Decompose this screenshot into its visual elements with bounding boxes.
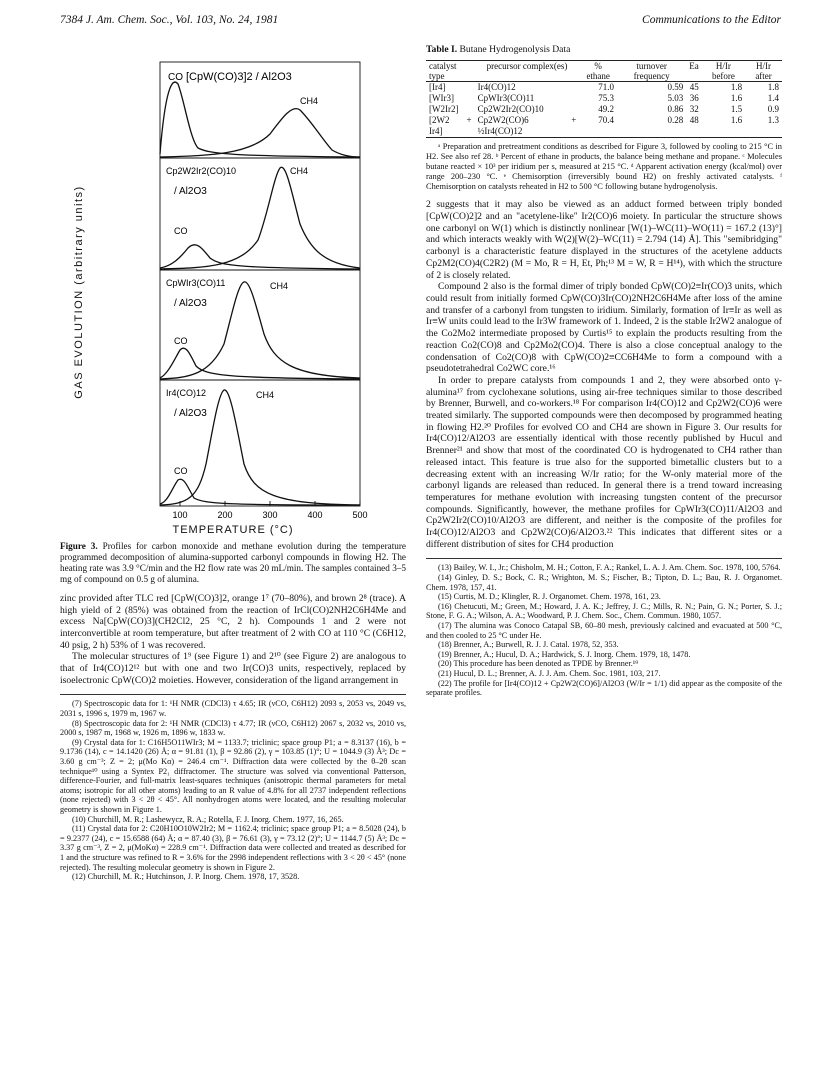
running-header-right: Communications to the Editor (642, 14, 781, 26)
col-hir-after: H/Ir after (755, 60, 772, 82)
panel-cpwir3 (160, 270, 360, 380)
table-row (426, 93, 782, 104)
cell-before: 1.8 (730, 82, 743, 93)
footnote-9: (9) Crystal data for 1: C16H5O11WIr3; M = 1133.7; triclinic; space group P1; a = 8.3137 (16), b = 9.1736 (14), c = 14.1420 (26) Å; α = 91.81 (1), β = 92.86 (2), γ = 103.85 (1)°; U = 1044.9 (3) Å³; Dc = 3.60 g cm⁻³; Z = 2; μ(Mo Kα) = 246.4 cm⁻¹. Diffraction data were collected by the θ–2θ scan technique¹⁰ using a Syntex P2₁ diffractomer. The structure was solved via conventional Patterson, difference-Fourier, and full-matrix least-squares techniques (anisotropic thermal parameters for metal atoms; isotropic for all other atoms) leading to an R value of 4.8% for all 2737 independent reflections (none rejected) with 3 < 2θ < 45°. All nonhydrogen atoms were located, and the resulting molecular geometry is shown in Figure 1. (60, 737, 406, 814)
footnote-11: (11) Crystal data for 2: C20H10O10W2Ir2; M = 1162.4; triclinic; space group P1; a = 8.5028 (24), b = 9.2377 (24), c = 15.6588 (64) Å; α = 87.40 (3), β = 76.61 (3), γ = 73.12 (2)°; U = 1144.7 (5) Å³; Dc = 3.37 g cm⁻³, Z = 2, μ(MoKα) = 228.9 cm⁻¹. Diffraction data were collected and treated as described for 1 and the structure was refined to R = 3.6% for the 2998 independent reflections with 3 < 2θ < 45° (none rejected). The resulting molecular geometry is shown in Figure 2. (60, 824, 406, 872)
footnote-17: (17) The alumina was Conoco Catapal SB, 60–80 mesh, previously calcined and evacuated at 500 °C, and then cooled to 25 °C under He. (426, 621, 782, 640)
footnote-10: (10) Churchill, M. R.; Lashewycz, R. A.; Rotella, F. J. Inorg. Chem. 1977, 16, 265. (72, 814, 344, 824)
cell-ethane: 70.4 (598, 115, 614, 126)
cell-ethane: 71.0 (598, 82, 614, 93)
cell-after: 1.3 (767, 115, 779, 126)
panel-ir4 (160, 380, 360, 506)
panel-2-compound: Cp2W2Ir2(CO)10 (166, 166, 237, 176)
cell-precursor: Ir4(CO)12 (477, 82, 516, 93)
footnote-21: (21) Hucul, D. L.; Brenner, A. J. J. Am. Chem. Soc. 1981, 103, 217. (438, 669, 661, 678)
table-row (426, 104, 782, 115)
table-title-text: Butane Hydrogenolysis Data (459, 44, 571, 55)
col-ethane: % ethane (586, 60, 610, 82)
footnote-14: (14) Ginley, D. S.; Bock, C. R.; Wrighton, M. S.; Fischer, B.; Tipton, D. L.; Bau, R. J. Organomet. Chem. 1978, 157, 41. (426, 573, 782, 592)
x-tick-100: 100 (172, 510, 188, 520)
panel-4-co-curve (160, 479, 360, 505)
col-ea: Ea (689, 60, 699, 71)
col-hir-before: H/Ir before (711, 60, 735, 82)
cell-precursor: Cp2W2(CO)6 + ½Ir4(CO)12 (477, 115, 577, 137)
right-column (426, 44, 782, 698)
x-tick-200: 200 (217, 510, 233, 520)
panel-1-co-label: CO (168, 72, 183, 83)
cell-after: 0.9 (767, 104, 779, 115)
cell-turnover: 0.59 (667, 82, 684, 93)
x-tick-300: 300 (262, 510, 278, 520)
x-tick-400: 400 (307, 510, 323, 520)
cell-ea: 45 (689, 82, 699, 93)
cell-catalyst: [2W2 + Ir4] (429, 115, 472, 137)
footnote-8: (8) Spectroscopic data for 2: ¹H NMR (CDCl3) τ 4.77; IR (νCO, C6H12) 2067 s, 2032 vs, 2010 vs, 2000 s, 1987 m, 1968 w, 1926 m, 1896 w, 1833 w. (60, 718, 406, 738)
footnote-12: (12) Churchill, M. R.; Hutchinson, J. P. Inorg. Chem. 1978, 17, 3528. (72, 872, 300, 882)
cell-ea: 36 (689, 93, 699, 104)
footnote-20: (20) This procedure has been denoted as TPDE by Brenner.¹⁹ (438, 659, 639, 669)
figure-caption (60, 541, 406, 584)
panel-2-support: / Al2O3 (174, 186, 207, 197)
figure-3 (60, 44, 406, 522)
butane-table (426, 60, 782, 139)
panel-2-ch4-label: CH4 (290, 166, 309, 176)
panel-3-support: / Al2O3 (174, 298, 207, 309)
panel-3-co-label: CO (174, 336, 188, 346)
running-header-left: 7384 J. Am. Chem. Soc., Vol. 103, No. 24, 1981 (60, 14, 279, 26)
footnote-22: (22) The profile for [Ir4(CO)12 + Cp2W2(CO)6]/Al2O3 (W/Ir = 1/1) did appear as the composite of the separate profiles. (426, 678, 782, 698)
cell-catalyst: [W2Ir2] (429, 104, 459, 115)
footnote-16: (16) Chetucuti, M.; Green, M.; Howard, J. A. K.; Jeffrey, J. C.; Mills, R. N.; Pain, G. N.; Porter, S. J.; Stone, F. G. A.; Wilson, A. A.; Woodward, P. J. Chem. Soc., Chem. Commun. 1980, 1057. (426, 601, 782, 621)
table-title (426, 44, 782, 56)
x-axis-label: TEMPERATURE (°C) (172, 524, 294, 536)
panel-cp2w2ir2 (160, 158, 360, 270)
cell-ea: 48 (689, 115, 699, 126)
footnote-13: (13) Bailey, W. I., Jr.; Chisholm, M. H.; Cotton, F. A.; Rankel, L. A. J. Am. Chem. Soc. 1978, 100, 5764. (438, 563, 781, 573)
panel-cpwco3-dimer (160, 62, 360, 158)
panel-2-ch4-curve (160, 167, 360, 269)
cell-after: 1.4 (767, 93, 779, 104)
footnote-7: (7) Spectroscopic data for 1: ¹H NMR (CDCl3) τ 4.65; IR (νCO, C6H12) 2093 s, 2053 vs, 2049 vs, 2031 s, 1996 s, 1979 m, 1967 w. (60, 699, 406, 719)
left-footnotes (60, 694, 406, 881)
panel-3-ch4-curve (160, 282, 360, 379)
right-paragraph-1: 2 suggests that it may also be viewed as an adduct formed between triply bonded [CpW(CO)2]2 and an "acetylene-like" Ir2(CO)6 moiety. In particular the structure shows one carbonyl on W(1) which is distinctly nonlinear [W(1)–WC(11)–WO(11) = 167.2 (13)°] and which interacts weakly with W(2)[W(2)–WC(11) = 2.794 (14) Å]. This "semibridging" carbonyl is a characteristic feature displayed in the structures of the acetylene adducts Cp2M2(CO)4(C2R2) (M = Mo, R = H, Et, Ph;¹³ M = W, R = H¹⁴), with which the structure of 2 is closely related. (426, 199, 782, 281)
panel-2-co-curve (160, 245, 360, 269)
panel-3-co-curve (160, 348, 360, 379)
cell-before: 1.5 (730, 104, 743, 115)
caption-label: Figure 3. (60, 541, 98, 552)
cell-after: 1.8 (767, 82, 779, 93)
panel-2-co-label: CO (174, 226, 188, 236)
panel-1-ch4-label: CH4 (300, 96, 319, 106)
left-paragraph-2: The molecular structures of 1⁹ (see Figure 1) and 2¹⁰ (see Figure 2) are analogous to that of Ir4(CO)12¹² but with one and two Ir(CO)3 units, respectively, replaced by isoelectronic CpW(CO)2 moieties. However, consideration of the ligand arrangement in (60, 651, 406, 686)
cell-turnover: 0.28 (667, 115, 684, 126)
footnote-18: (18) Brenner, A.; Burwell, R. J. J. Catal. 1978, 52, 353. (438, 640, 619, 650)
y-axis-label: GAS EVOLUTION (arbitrary units) (73, 185, 85, 399)
footnote-15: (15) Curtis, M. D.; Klingler, R. J. Organomet. Chem. 1978, 161, 23. (438, 592, 661, 602)
panel-4-compound: Ir4(CO)12 (166, 388, 207, 398)
panel-1-ch4-curve (160, 109, 360, 157)
footnote-19: (19) Brenner, A.; Hucul, D. A.; Hardwick, S. J. Inorg. Chem. 1979, 18, 1478. (438, 649, 691, 659)
cell-before: 1.6 (730, 93, 743, 104)
cell-ethane: 49.2 (598, 104, 614, 115)
col-precursor: precursor complex(es) (486, 60, 568, 71)
caption-text: Profiles for carbon monoxide and methane evolution during the temperature programmed decomposition of alumina-supported carbonyl compounds in flowing H2. The heating rate was 3.9 °C/min and the H2 flow rate was 20 mL/min. The samples contained 3–5 mg of compound on 0.5 g of alumina. (60, 541, 407, 584)
cell-catalyst: [WIr3] (429, 93, 454, 104)
x-tick-500: 500 (352, 510, 368, 520)
col-catalyst: catalyst type (429, 60, 457, 82)
table-footnote: ᵃ Preparation and pretreatment conditions as described for Figure 3, followed by cooling to 215 °C in H2. See also ref 28. ᵇ Percent of ethane in products, the balance being methane and propane. ᶜ Molecules butane reacted × 10³ per iridium per s, measured at 215 °C. ᵈ Apparent activation energy (kcal/mol) over range 200–230 °C. ᵉ Chemisorption (irreversibly bound H2) on freshly activated catalysts. ᶠ Chemisorption on catalysts reheated in H2 to 500 °C following butane hydrogenolysis. (426, 142, 782, 191)
table-row (426, 115, 782, 137)
right-paragraph-2: Compound 2 also is the formal dimer of triply bonded CpW(CO)2≡Ir(CO)3 units, which could result from initially formed CpW(CO)3Ir(CO)2NH2C6H4Me after loss of the amine and transfer of a carbonyl from tungsten to iridium. Similarly, formation of Ir≡Ir as well as Ir≡W units could lead to the Ir3W framework of 1. Indeed, 2 is the stable Ir2W2 analogue of the Co2Mo2 intermediate proposed by Curtis¹⁵ to explain the products resulting from the reaction Co2(CO)8 and Cp2Mo2(CO)4. There is also a close conceptual analogy to the condensation of Co2(CO)8 with CpW(CO)2≡CC6H4Me to form a compound with a pseudotetrahedral Co2WC core.¹⁶ (426, 281, 782, 375)
right-paragraph-3: In order to prepare catalysts from compounds 1 and 2, they were absorbed onto γ-alumina¹⁷ from cyclohexane solutions, using air-free techniques similar to those described by Brenner, Burwell, and co-workers.¹⁸ For comparison Ir4(CO)12 and Cp2W2(CO)6 were treated similarly. The supported compounds were then decomposed by programmed heating in flowing H2.²⁰ Profiles for evolved CO and CH4 are shown in Figure 3. Our results for Ir4(CO)12/Al2O3 are essentially identical with those recently published by Hucul and Brenner²¹ and show that most of the coordinated CO is hydrogenated to CH4 rather than released intact. This feature is true also for the supported bimetallic clusters but to a decreasing extent with an increasing W/Ir ratio; for the W-only material more of the carbonyl ligands are released than reduced. In general there is a trend toward increasing temperatures for methane evolution with increasing tungsten content of the precursor compounds. Significantly, however, the methane profiles for CpWIr3(CO)11/Al2O3 and Cp2W2Ir2(CO)10/Al2O3 are different, and neither is the composite of the profiles for Ir4(CO)12/Al2O3 and Cp2W2(CO)6/Al2O3.²² This indicates that different sites or a different distribution of sites for CH4 production (426, 374, 782, 550)
cell-ea: 32 (689, 104, 699, 115)
cell-precursor: CpWIr3(CO)11 (477, 93, 535, 104)
panel-1-co-curve (160, 82, 360, 157)
panel-1-compound: [CpW(CO)3]2 / Al2O3 (186, 71, 292, 83)
cell-before: 1.6 (730, 115, 743, 126)
cell-precursor: Cp2W2Ir2(CO)10 (477, 104, 544, 115)
cell-turnover: 0.86 (667, 104, 684, 115)
panel-4-ch4-label: CH4 (256, 390, 275, 400)
left-column (60, 44, 406, 882)
panel-3-ch4-label: CH4 (270, 281, 289, 291)
panel-4-support: / Al2O3 (174, 408, 207, 419)
left-paragraph-1: zinc provided after TLC red [CpW(CO)3]2, orange 1⁷ (70–80%), and brown 2⁸ (trace). A high yield of 2 (85%) was obtained from the reaction of IrCl(CO)2NH2C6H4Me and excess Na[CpW(CO)3](CH2Cl2, 25 °C, 2 h). Compounds 1 and 2 were not interconvertible at room temperature, but after treatment of 2 with CO at 110 °C (C6H12, 40 psig, 2 h) 53% of 1 was recovered. (60, 592, 406, 651)
panel-3-compound: CpWIr3(CO)11 (166, 278, 226, 288)
cell-turnover: 5.03 (667, 93, 684, 104)
cell-catalyst: [Ir4] (429, 82, 446, 93)
panel-4-co-label: CO (174, 466, 188, 476)
table-row (426, 82, 782, 93)
table-label: Table I. (426, 44, 458, 55)
cell-ethane: 75.3 (598, 93, 614, 104)
right-footnotes (426, 558, 782, 697)
col-turnover: turnover frequency (633, 60, 670, 82)
tpde-profiles-plot (60, 44, 406, 522)
